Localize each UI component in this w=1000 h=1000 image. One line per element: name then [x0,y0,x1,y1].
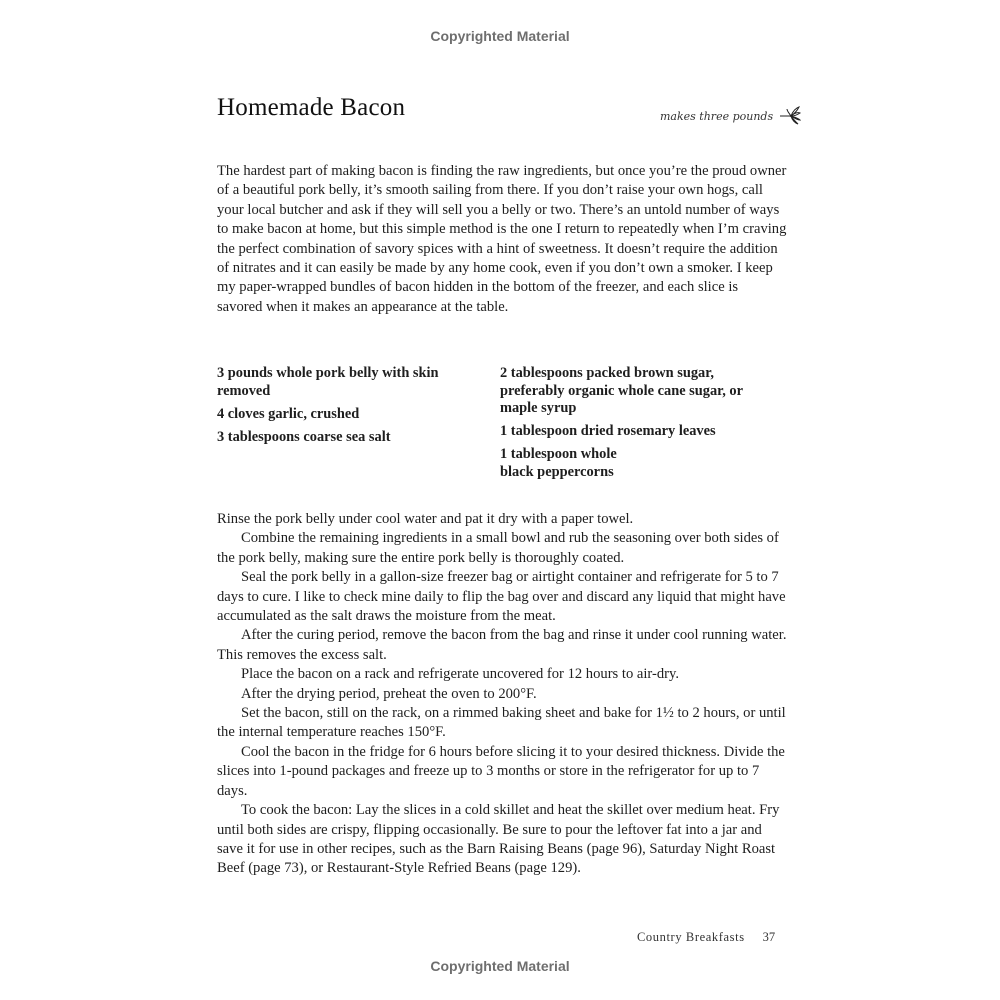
recipe-title: Homemade Bacon [217,94,406,121]
method-step: Combine the remaining ingredients in a small bowl and rub the seasoning over both sides of the pork belly, making sure the entire pork belly is thoroughly coated. [217,530,779,566]
method-step: Cool the bacon in the fridge for 6 hours before slicing it to your desired thickness. Divide the slices into 1-pound packages and freeze up to 3 months or store in the refrigerator for up to 7 days. [217,743,785,799]
method-step: Place the bacon on a rack and refrigerate uncovered for 12 hours to air-dry. [241,666,679,683]
ingredient-item: 1 tablespoon dried rosemary leaves [500,423,716,439]
ingredient-item: 4 cloves garlic, crushed [217,405,360,422]
method-step: After the drying period, preheat the oven to 200°F. [241,685,537,702]
page-number: 37 [762,930,776,944]
method-step: Rinse the pork belly under cool water and pat it dry with a paper towel. [217,511,634,527]
ingredient-item: 3 tablespoons coarse sea salt [217,428,391,445]
method-step: After the curing period, remove the bacon from the bag and rinse it under cool running water. This removes the excess salt. [217,627,787,663]
ingredient-item: 2 tablespoons packed brown sugar, preferably organic whole cane sugar, or maple syrup [500,365,743,416]
ingredient-item: 3 pounds whole pork belly with skin removed [217,365,439,399]
ingredients-column-right [500,365,785,487]
sprig-icon [779,105,801,128]
ingredient-item: 1 tablespoon whole black peppercorns [500,446,617,480]
recipe-yield [660,105,801,128]
ingredients-column-left [217,365,500,487]
method-step: Set the bacon, still on the rack, on a rimmed baking sheet and bake for 1½ to 2 hours, or until the internal temperature reaches 150°F. [217,705,786,741]
method-step: Seal the pork belly in a gallon-size freezer bag or airtight container and refrigerate for 5 to 7 days to cure. I like to check mine daily to flip the bag over and discard any liquid that might have accumulated as the salt draws the moisture from the meat. [217,569,786,625]
footer-section-title: Country Breakfasts [637,930,745,944]
recipe-method [217,510,789,879]
method-step: To cook the bacon: Lay the slices in a cold skillet and heat the skillet over medium heat. Fry until both sides are crispy, flipping occasionally. Be sure to pour the leftover fat into a jar and save it for use in other recipes, such as the Barn Raising Beans (page 96), Saturday Night Roast Beef (page 73), or Restaurant-Style Refried Beans (page 129). [217,802,780,877]
copyright-watermark-top: Copyrighted Material [430,28,570,44]
recipe-intro: The hardest part of making bacon is finding the raw ingredients, but once you’re the proud owner of a beautiful pork belly, it’s smooth sailing from there. If you don’t raise your own hogs, call your local butcher and ask if they will sell you a belly or two. There’s an untold number of ways to make bacon at home, but this simple method is the one I return to repeatedly when I’m craving the perfect combination of savory spices with a hint of sweetness. It doesn’t require the addition of nitrates and it can easily be made by any home cook, even if you don’t own a smoker. I keep my paper-wrapped bundles of bacon hidden in the bottom of the freezer, and each slice is savored when it makes an appearance at the table. [217,163,787,315]
copyright-watermark-bottom: Copyrighted Material [430,958,570,974]
yield-text: makes three pounds [660,110,774,123]
ingredients-list [217,365,787,487]
page-footer [637,930,775,945]
